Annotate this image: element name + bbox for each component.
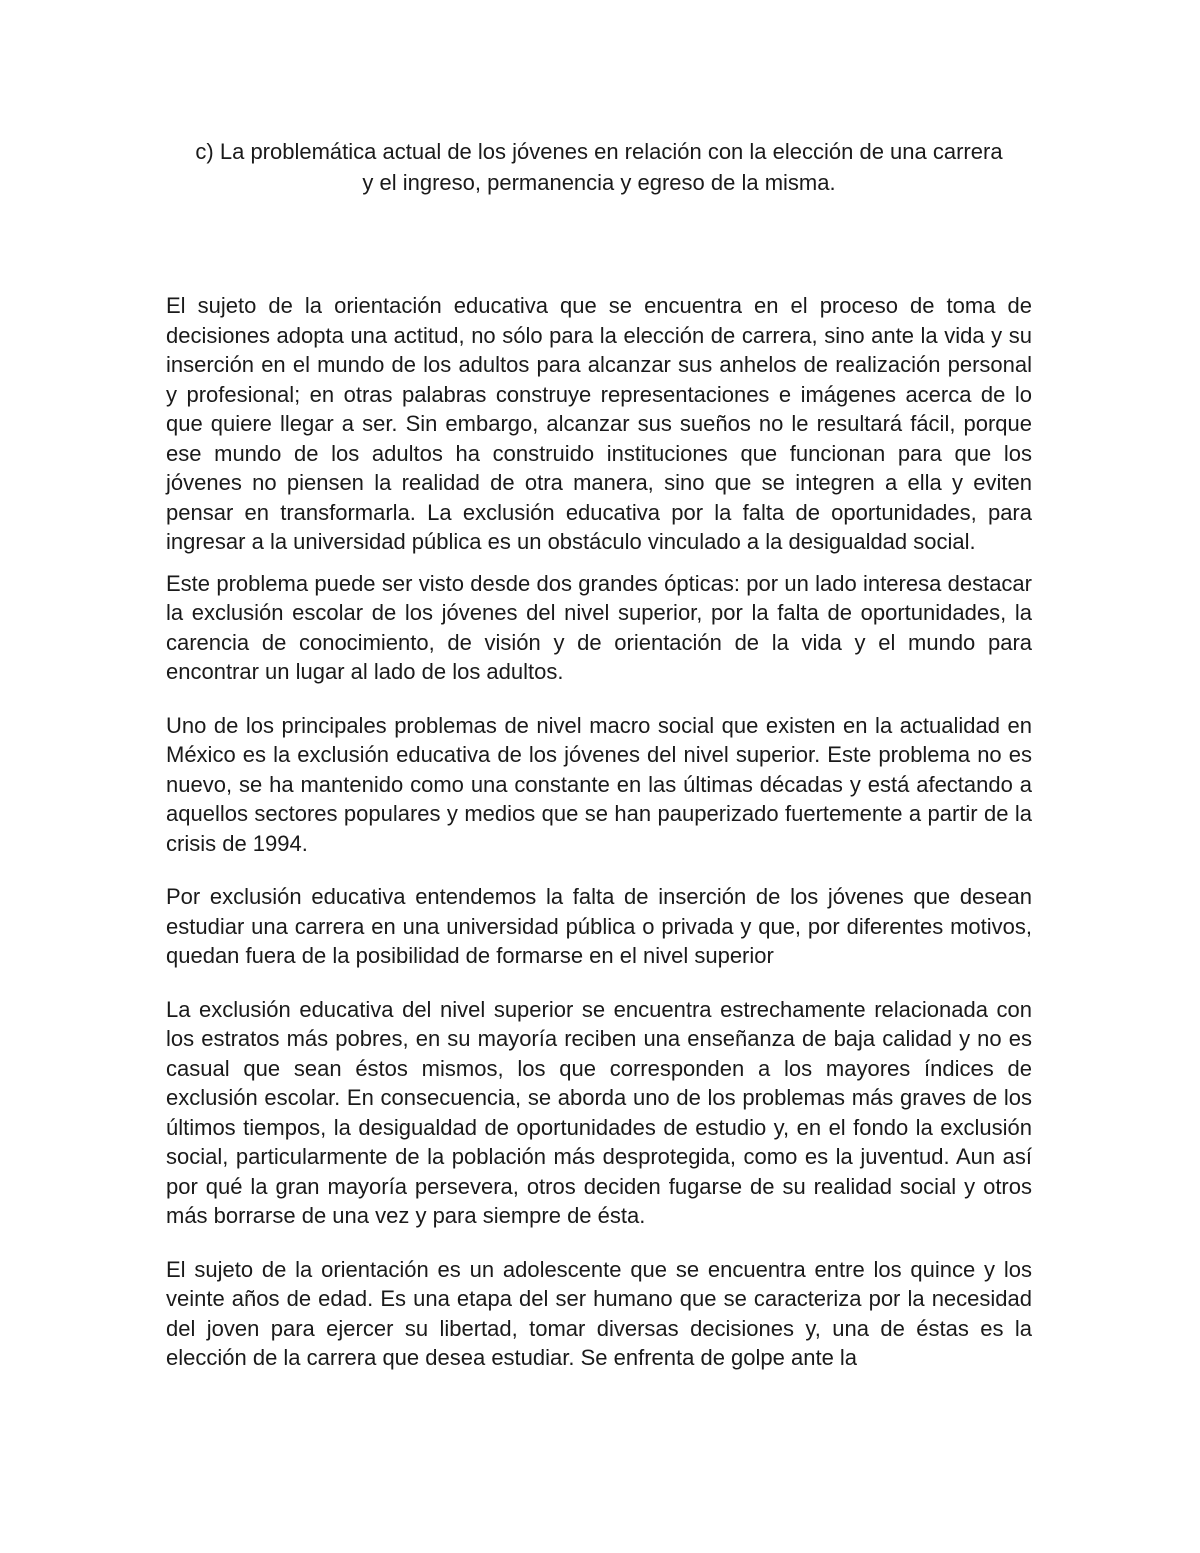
paragraph-5: La exclusión educativa del nivel superior se encuentra estrechamente relacionada con los estratos más pobres, en su mayoría reciben una enseñanza de baja calidad y no es casual que sean éstos mismos, los que corresponden a los mayores índices de exclusión escolar. En consecuencia, se aborda uno de los problemas más graves de los últimos tiempos, la desigualdad de oportunidades de estudio y, en el fondo la exclusión social, particularmente de la población más desprotegida, como es la juventud. Aun así por qué la gran mayoría persevera, otros deciden fugarse de su realidad social y otros más borrarse de una vez y para siempre de ésta. xyxy=(166,996,1032,1228)
document-body xyxy=(166,136,1032,1373)
document-title xyxy=(166,136,1032,198)
paragraph-4: Por exclusión educativa entendemos la falta de inserción de los jóvenes que desean estudiar una carrera en una universidad pública o privada y que, por diferentes motivos, quedan fuera de la posibilidad de formarse en el nivel superior xyxy=(166,884,1032,968)
paragraph-3: Uno de los principales problemas de nivel macro social que existen en la actualidad en México es la exclusión educativa de los jóvenes del nivel superior. Este problema no es nuevo, se ha mantenido como una constante en las últimas décadas y está afectando a aquellos sectores populares y medios que se han pauperizado fuertemente a partir de la crisis de 1994. xyxy=(166,712,1032,856)
paragraph-2: Este problema puede ser visto desde dos grandes ópticas: por un lado interesa destacar la exclusión escolar de los jóvenes del nivel superior, por la falta de oportunidades, la carencia de conocimiento, de visión y de orientación de la vida y el mundo para encontrar un lugar al lado de los adultos. xyxy=(166,570,1032,684)
title-line-1: c) La problemática actual de los jóvenes en relación con la elección de una carrera xyxy=(195,139,1003,164)
title-line-2: y el ingreso, permanencia y egreso de la misma. xyxy=(362,170,836,195)
paragraph-1: El sujeto de la orientación educativa que se encuentra en el proceso de toma de decisiones adopta una actitud, no sólo para la elección de carrera, sino ante la vida y su inserción en el mundo de los adultos para alcanzar sus anhelos de realización personal y profesional; en otras palabras construye representaciones e imágenes acerca de lo que quiere llegar a ser. Sin embargo, alcanzar sus sueños no le resultará fácil, porque ese mundo de los adultos ha construido instituciones que funcionan para que los jóvenes no piensen la realidad de otra manera, sino que se integren a ella y eviten pensar en transformarla. La exclusión educativa por la falta de oportunidades, para ingresar a la universidad pública es un obstáculo vinculado a la desigualdad social. xyxy=(166,293,1032,554)
paragraph-6: El sujeto de la orientación es un adolescente que se encuentra entre los quince y los veinte años de edad. Es una etapa del ser humano que se caracteriza por la necesidad del joven para ejercer su libertad, tomar diversas decisiones y, una de éstas es la elección de la carrera que desea estudiar. Se enfrenta de golpe ante la xyxy=(166,1256,1032,1370)
